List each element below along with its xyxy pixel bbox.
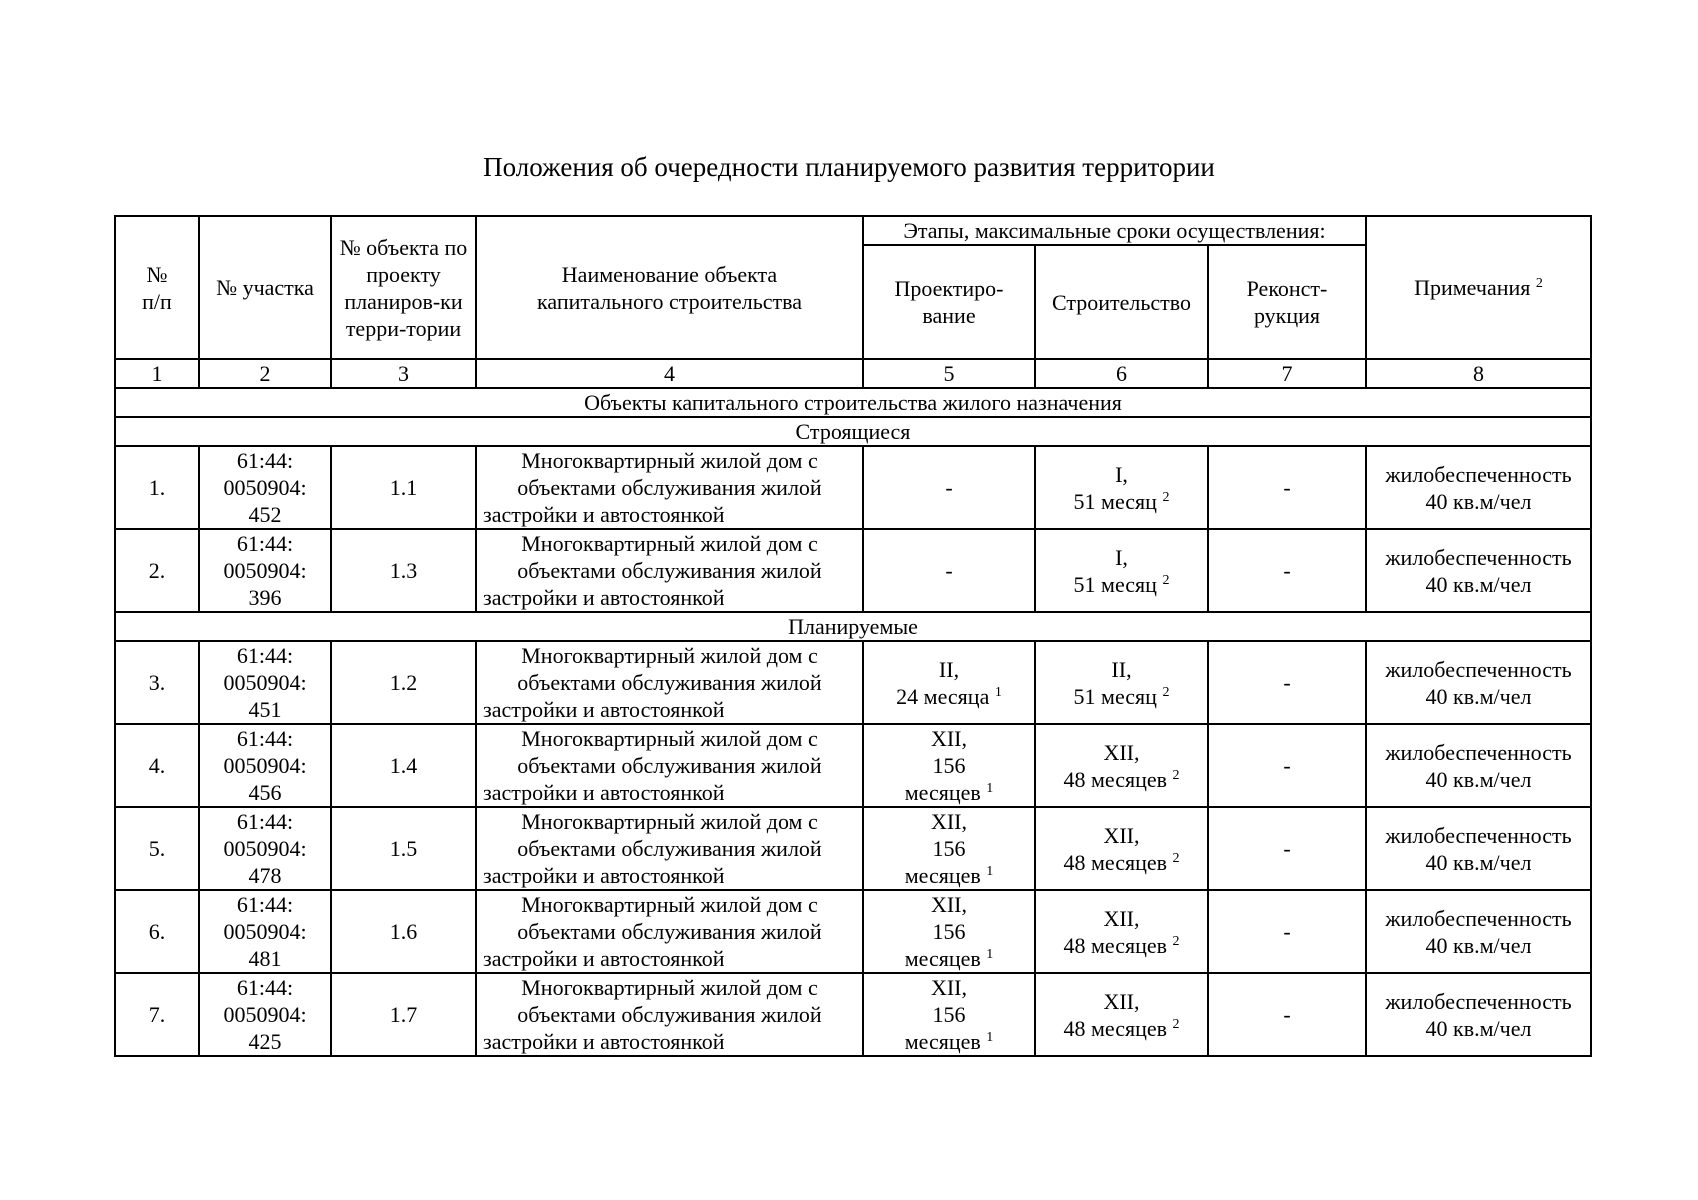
reconstruction-stage [1208, 641, 1366, 724]
design-stage [863, 641, 1035, 724]
header-notes-label: Примечания [1414, 275, 1531, 300]
cell-build-stage: I, [1115, 544, 1128, 570]
section-title: Планируемые [115, 612, 1591, 641]
cell-n: 5. [148, 836, 166, 861]
cell-note-a: жилобеспеченность [1385, 988, 1572, 1014]
cell-obj: 1.7 [389, 1002, 418, 1027]
cell-design-stage: - [945, 475, 953, 500]
table-row [115, 641, 1591, 724]
table-row [115, 890, 1591, 973]
construction-stage [1035, 890, 1208, 973]
cell-recon: - [1283, 670, 1291, 695]
row-number [115, 446, 199, 529]
cell-plot-b: 0050904: [223, 558, 307, 583]
cell-plot-c: 481 [248, 946, 282, 971]
cell-build-sup: 2 [1172, 767, 1180, 783]
cell-plot-a: 61:44: [236, 643, 294, 668]
object-name [476, 641, 863, 724]
cell-note-a: жилобеспеченность [1385, 461, 1572, 487]
cell-plot-a: 61:44: [236, 448, 294, 473]
object-number [331, 890, 476, 973]
construction-stage [1035, 724, 1208, 807]
object-number [331, 973, 476, 1056]
header-stages-label: Этапы, максимальные сроки осуществления: [903, 218, 1326, 243]
cell-name: Многоквартирный жилой дом с объектами обслуживания жилой застройки и автостоянкой [483, 726, 822, 805]
notes [1366, 529, 1591, 612]
cell-plot-c: 396 [248, 585, 282, 610]
cell-build-stage: II, [1111, 656, 1132, 682]
design-stage [863, 807, 1035, 890]
cell-design-term: 24 месяца [896, 683, 990, 709]
cell-design-sup: 1 [986, 1030, 994, 1045]
column-number: 7 [1208, 359, 1366, 388]
cell-recon: - [1283, 753, 1291, 778]
cell-plot-a: 61:44: [236, 975, 294, 1000]
table-row [115, 446, 1591, 529]
cell-build-stage: I, [1115, 461, 1128, 487]
header-reconstruction [1208, 245, 1366, 359]
cell-note-a: жилобеспеченность [1385, 656, 1572, 682]
cell-n: 6. [148, 919, 166, 944]
cell-obj: 1.1 [389, 475, 418, 500]
design-stage [863, 890, 1035, 973]
column-number: 5 [863, 359, 1035, 388]
cell-design-sup: 1 [986, 781, 994, 796]
cell-design-stage: XII, [930, 809, 968, 834]
construction-stage [1035, 446, 1208, 529]
cell-design-term: 156 [932, 836, 966, 861]
plot-number [199, 807, 331, 890]
cell-build-term: 51 месяц [1073, 571, 1157, 597]
cell-obj: 1.2 [389, 670, 418, 695]
object-name [476, 973, 863, 1056]
cell-plot-b: 0050904: [223, 753, 307, 778]
header-plot-label: № участка [216, 275, 314, 300]
cell-design-stage: XII, [930, 975, 968, 1000]
cell-plot-b: 0050904: [223, 836, 307, 861]
header-notes [1366, 216, 1591, 359]
cell-build-term: 51 месяц [1073, 683, 1157, 709]
notes [1366, 724, 1591, 807]
cell-build-stage: XII, [1103, 905, 1140, 931]
section-row-under-construction [115, 417, 1591, 446]
cell-design-term2: месяцев [904, 946, 981, 971]
cell-note-a: жилобеспеченность [1385, 739, 1572, 765]
cell-build-term: 48 месяцев [1063, 766, 1168, 792]
table-row [115, 807, 1591, 890]
construction-stage [1035, 973, 1208, 1056]
cell-build-term: 51 месяц [1073, 488, 1157, 514]
cell-design-term: 156 [932, 1002, 966, 1027]
notes [1366, 973, 1591, 1056]
column-numbers-row [115, 359, 1591, 388]
cell-note-b: 40 кв.м/чел [1425, 932, 1532, 958]
header-construction-label: Строительство [1051, 289, 1192, 315]
cell-n: 1. [148, 475, 166, 500]
cell-build-sup: 2 [1162, 684, 1170, 700]
plot-number [199, 529, 331, 612]
cell-note-a: жилобеспеченность [1385, 544, 1572, 570]
cell-design-term: 156 [932, 919, 966, 944]
cell-design-term: 156 [932, 753, 966, 778]
cell-design-stage: II, [938, 656, 960, 682]
cell-design-stage: XII, [930, 892, 968, 917]
cell-build-sup: 2 [1172, 933, 1180, 949]
cell-build-stage: XII, [1103, 988, 1140, 1014]
header-construction [1035, 245, 1208, 359]
cell-build-sup: 2 [1162, 572, 1170, 588]
development-stages-table [114, 215, 1592, 1057]
cell-obj: 1.3 [389, 558, 418, 583]
row-number [115, 529, 199, 612]
design-stage [863, 529, 1035, 612]
column-number: 4 [476, 359, 863, 388]
section-title: Строящиеся [115, 417, 1591, 446]
cell-design-term2: месяцев [904, 863, 981, 888]
table-row [115, 973, 1591, 1056]
object-name [476, 446, 863, 529]
column-number: 2 [199, 359, 331, 388]
cell-plot-b: 0050904: [223, 475, 307, 500]
reconstruction-stage [1208, 724, 1366, 807]
header-stages [863, 216, 1366, 245]
object-name [476, 807, 863, 890]
cell-obj: 1.5 [389, 836, 418, 861]
cell-plot-c: 456 [248, 780, 282, 805]
plot-number [199, 641, 331, 724]
table-row [115, 529, 1591, 612]
cell-plot-b: 0050904: [223, 670, 307, 695]
reconstruction-stage [1208, 973, 1366, 1056]
cell-name: Многоквартирный жилой дом с объектами обслуживания жилой застройки и автостоянкой [483, 975, 822, 1054]
object-name [476, 724, 863, 807]
cell-note-a: жилобеспеченность [1385, 905, 1572, 931]
cell-n: 7. [148, 1002, 166, 1027]
object-number [331, 641, 476, 724]
construction-stage [1035, 807, 1208, 890]
cell-design-term2: месяцев [904, 780, 981, 805]
cell-design-term2: месяцев [904, 1029, 981, 1054]
cell-name: Многоквартирный жилой дом с объектами обслуживания жилой застройки и автостоянкой [483, 531, 822, 610]
cell-build-sup: 2 [1172, 850, 1180, 866]
cell-name: Многоквартирный жилой дом с объектами обслуживания жилой застройки и автостоянкой [483, 448, 822, 527]
reconstruction-stage [1208, 807, 1366, 890]
object-number [331, 724, 476, 807]
cell-build-term: 48 месяцев [1063, 932, 1168, 958]
row-number [115, 641, 199, 724]
object-name [476, 529, 863, 612]
cell-recon: - [1283, 1002, 1291, 1027]
cell-note-b: 40 кв.м/чел [1425, 683, 1532, 709]
notes [1366, 446, 1591, 529]
cell-recon: - [1283, 919, 1291, 944]
cell-note-b: 40 кв.м/чел [1425, 1015, 1532, 1041]
cell-note-b: 40 кв.м/чел [1425, 571, 1532, 597]
cell-plot-c: 451 [248, 697, 282, 722]
header-plot [199, 216, 331, 359]
cell-plot-a: 61:44: [236, 726, 294, 751]
object-number [331, 529, 476, 612]
cell-design-sup: 1 [986, 947, 994, 962]
cell-build-term: 48 месяцев [1063, 849, 1168, 875]
header-object-number [331, 216, 476, 359]
object-number [331, 446, 476, 529]
cell-plot-b: 0050904: [223, 1002, 307, 1027]
cell-plot-c: 478 [248, 863, 282, 888]
section-row-planned [115, 612, 1591, 641]
table-row [115, 724, 1591, 807]
cell-plot-c: 425 [248, 1029, 282, 1054]
header-row-number-label: № п/п [142, 261, 172, 314]
design-stage [863, 446, 1035, 529]
header-design-label: Проектиро-вание [894, 276, 1004, 328]
cell-n: 3. [148, 670, 166, 695]
cell-plot-b: 0050904: [223, 919, 307, 944]
cell-build-term: 48 месяцев [1063, 1015, 1168, 1041]
notes [1366, 890, 1591, 973]
reconstruction-stage [1208, 446, 1366, 529]
plot-number [199, 724, 331, 807]
cell-note-b: 40 кв.м/чел [1425, 766, 1532, 792]
column-number: 8 [1366, 359, 1591, 388]
notes [1366, 641, 1591, 724]
cell-note-b: 40 кв.м/чел [1425, 488, 1532, 514]
reconstruction-stage [1208, 529, 1366, 612]
cell-plot-a: 61:44: [236, 892, 294, 917]
object-name [476, 890, 863, 973]
column-number: 6 [1035, 359, 1208, 388]
header-object-name [476, 216, 863, 359]
design-stage [863, 724, 1035, 807]
row-number [115, 807, 199, 890]
section-title: Объекты капитального строительства жилого назначения [115, 388, 1591, 417]
cell-n: 2. [148, 558, 166, 583]
cell-recon: - [1283, 558, 1291, 583]
row-number [115, 724, 199, 807]
cell-build-stage: XII, [1103, 739, 1140, 765]
cell-obj: 1.6 [389, 919, 418, 944]
cell-recon: - [1283, 836, 1291, 861]
header-object-number-label: № объекта по проекту планиров-ки терри-тории [339, 234, 468, 341]
row-number [115, 973, 199, 1056]
plot-number [199, 890, 331, 973]
cell-design-stage: XII, [930, 726, 968, 751]
design-stage [863, 973, 1035, 1056]
row-number [115, 890, 199, 973]
construction-stage [1035, 529, 1208, 612]
plot-number [199, 973, 331, 1056]
cell-n: 4. [148, 753, 166, 778]
cell-name: Многоквартирный жилой дом с объектами обслуживания жилой застройки и автостоянкой [483, 892, 822, 971]
cell-name: Многоквартирный жилой дом с объектами обслуживания жилой застройки и автостоянкой [483, 809, 822, 888]
cell-recon: - [1283, 475, 1291, 500]
cell-design-sup: 1 [994, 684, 1002, 700]
cell-note-a: жилобеспеченность [1385, 822, 1572, 848]
cell-build-sup: 2 [1162, 489, 1170, 505]
cell-obj: 1.4 [389, 753, 418, 778]
section-row-residential [115, 388, 1591, 417]
cell-plot-a: 61:44: [236, 531, 294, 556]
cell-design-stage: - [945, 558, 953, 583]
header-row-number [115, 216, 199, 359]
header-notes-footnote: 2 [1535, 276, 1543, 291]
cell-design-sup: 1 [986, 864, 994, 879]
cell-name: Многоквартирный жилой дом с объектами обслуживания жилой застройки и автостоянкой [483, 643, 822, 722]
plot-number [199, 446, 331, 529]
cell-build-stage: XII, [1103, 822, 1140, 848]
object-number [331, 807, 476, 890]
cell-plot-c: 452 [248, 502, 282, 527]
header-object-name-label: Наименование объекта капитального строительства [536, 261, 803, 314]
notes [1366, 807, 1591, 890]
cell-plot-a: 61:44: [236, 809, 294, 834]
column-number: 3 [331, 359, 476, 388]
construction-stage [1035, 641, 1208, 724]
reconstruction-stage [1208, 890, 1366, 973]
page-title: Положения об очередности планируемого развития территории [483, 152, 1215, 182]
cell-note-b: 40 кв.м/чел [1425, 849, 1532, 875]
column-number: 1 [115, 359, 199, 388]
header-reconstruction-label: Реконст-рукция [1246, 276, 1328, 328]
cell-build-sup: 2 [1172, 1016, 1180, 1032]
header-design [863, 245, 1035, 359]
